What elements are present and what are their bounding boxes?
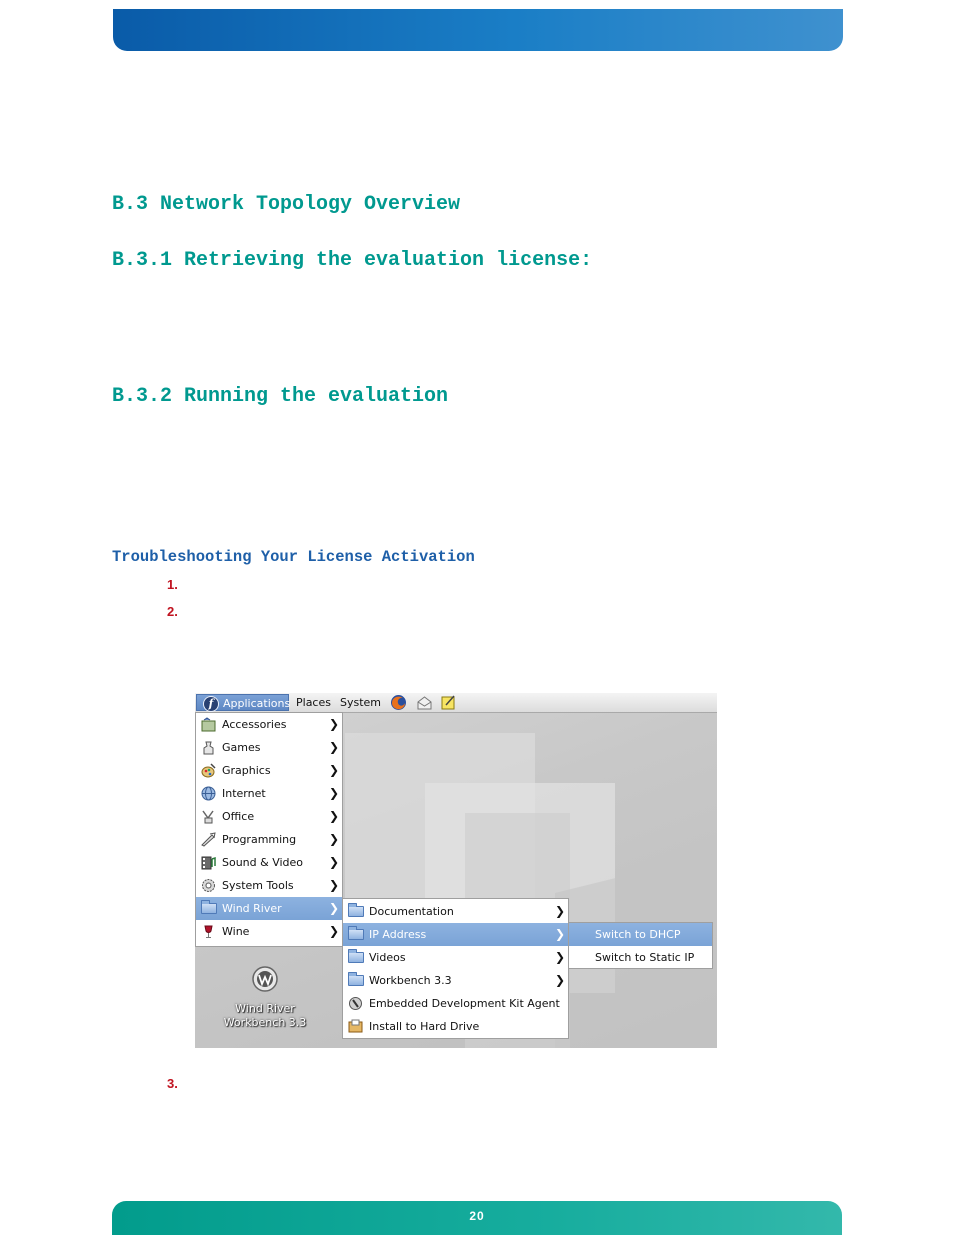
heading-b3: B.3 Network Topology Overview	[112, 193, 461, 216]
menu-item-embedded-dev-kit-agent[interactable]: Embedded Development Kit Agent	[343, 992, 568, 1015]
menu-item-wine[interactable]: Wine ❯	[196, 920, 342, 943]
desktop-icon-label-line1: Wind River	[235, 1002, 295, 1015]
fedora-logo-icon: f	[203, 696, 219, 712]
agent-icon	[348, 996, 363, 1011]
heading-troubleshooting: Troubleshooting Your License Activation	[112, 548, 475, 566]
graphics-icon	[201, 763, 216, 778]
menu-item-games[interactable]: Games ❯	[196, 736, 342, 759]
office-icon	[201, 809, 216, 824]
menu-item-office[interactable]: Office ❯	[196, 805, 342, 828]
chevron-right-icon: ❯	[328, 924, 339, 938]
menu-item-switch-to-dhcp[interactable]: Switch to DHCP	[569, 923, 712, 946]
menu-item-graphics[interactable]: Graphics ❯	[196, 759, 342, 782]
applications-menu	[195, 712, 343, 947]
mail-icon[interactable]	[416, 694, 433, 711]
chevron-right-icon: ❯	[328, 878, 339, 892]
page-number: 20	[469, 1209, 485, 1223]
chevron-right-icon: ❯	[554, 950, 565, 964]
heading-b31: B.3.1 Retrieving the evaluation license:	[112, 249, 593, 272]
chevron-right-icon: ❯	[328, 901, 339, 915]
menu-item-ip-address[interactable]: IP Address ❯	[343, 923, 568, 946]
folder-icon	[348, 906, 364, 917]
menu-item-programming[interactable]: Programming ❯	[196, 828, 342, 851]
page-header-bar	[113, 9, 843, 51]
menu-item-accessories[interactable]: Accessories ❯	[196, 713, 342, 736]
chevron-right-icon: ❯	[554, 904, 565, 918]
applications-label: Applications	[223, 697, 291, 710]
chevron-right-icon: ❯	[328, 717, 339, 731]
places-menu-button[interactable]: Places	[296, 696, 331, 709]
desktop-icon-label-line2: Workbench 3.3	[223, 1016, 307, 1029]
step-number-2: 2.	[167, 604, 178, 619]
programming-icon	[201, 832, 216, 847]
wind-river-workbench-icon[interactable]	[251, 965, 279, 997]
menu-item-install-to-hard-drive[interactable]: Install to Hard Drive	[343, 1015, 568, 1038]
folder-icon	[348, 952, 364, 963]
system-menu-button[interactable]: System	[340, 696, 382, 709]
firefox-icon[interactable]	[390, 694, 407, 711]
chevron-right-icon: ❯	[554, 927, 565, 941]
menu-item-wind-river[interactable]: Wind River ❯	[196, 897, 342, 920]
page-footer-bar	[112, 1201, 842, 1235]
menu-item-sound-video[interactable]: Sound & Video ❯	[196, 851, 342, 874]
folder-icon	[348, 975, 364, 986]
chevron-right-icon: ❯	[328, 763, 339, 777]
menu-item-switch-to-static-ip[interactable]: Switch to Static IP	[595, 951, 695, 964]
menu-item-workbench[interactable]: Workbench 3.3 ❯	[343, 969, 568, 992]
internet-icon	[201, 786, 216, 801]
chevron-right-icon: ❯	[328, 809, 339, 823]
menu-item-videos[interactable]: Videos ❯	[343, 946, 568, 969]
desktop-screenshot	[195, 693, 717, 1048]
chevron-right-icon: ❯	[328, 786, 339, 800]
accessories-icon	[201, 717, 216, 732]
install-icon	[348, 1019, 363, 1034]
chevron-right-icon: ❯	[328, 832, 339, 846]
menu-item-system-tools[interactable]: System Tools ❯	[196, 874, 342, 897]
sound-video-icon	[201, 855, 216, 870]
folder-icon	[348, 929, 364, 940]
applications-menu-button[interactable]	[196, 694, 289, 711]
step-number-3: 3.	[167, 1076, 178, 1091]
wine-icon	[201, 924, 216, 939]
chevron-right-icon: ❯	[328, 740, 339, 754]
step-number-1: 1.	[167, 577, 178, 592]
games-icon	[201, 740, 216, 755]
menu-item-internet[interactable]: Internet ❯	[196, 782, 342, 805]
folder-icon	[201, 903, 217, 914]
ip-address-submenu	[568, 922, 713, 969]
heading-b32: B.3.2 Running the evaluation	[112, 385, 449, 408]
chevron-right-icon: ❯	[328, 855, 339, 869]
system-tools-icon	[201, 878, 216, 893]
top-panel	[195, 693, 717, 713]
menu-item-documentation[interactable]: Documentation ❯	[343, 900, 568, 923]
wind-river-submenu	[342, 898, 569, 1039]
chevron-right-icon: ❯	[554, 973, 565, 987]
notes-icon[interactable]	[440, 694, 457, 711]
